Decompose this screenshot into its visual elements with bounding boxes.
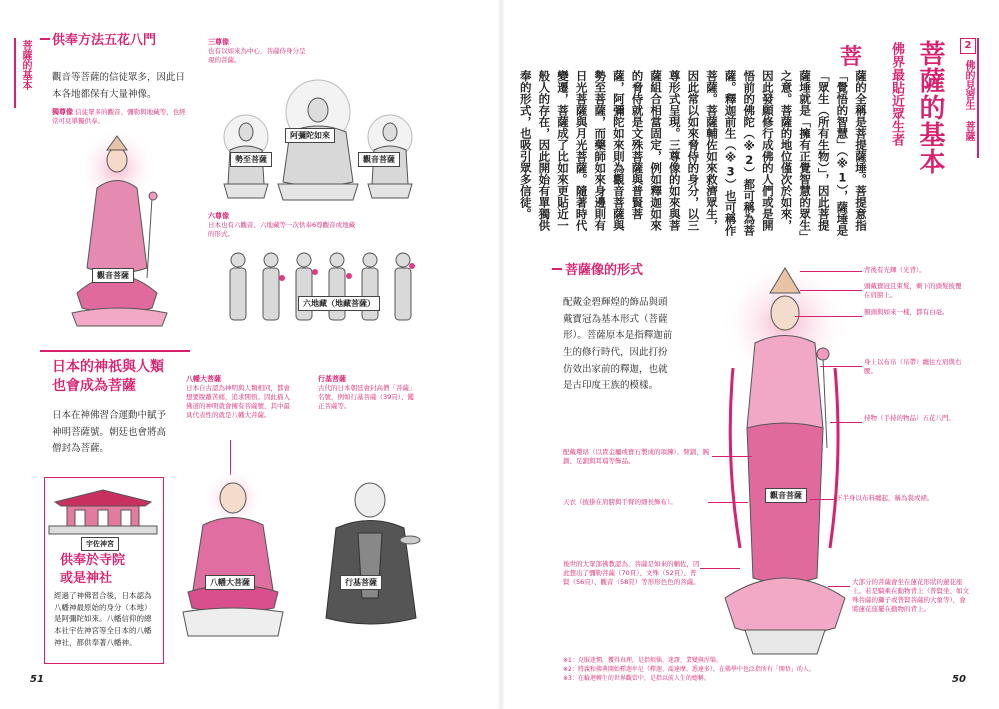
left-side-bar	[14, 38, 16, 108]
ann-forehead: 額頭與如來一樣，都有白毫。	[864, 308, 949, 316]
footnote-3: ※3：在輪迴轉生的世界觀當中，是指以前人生的總稱。	[563, 675, 710, 682]
triad-label: 三尊像	[208, 38, 229, 46]
solo-kannon-figure	[62, 128, 182, 328]
six-jizo-figure	[222, 248, 422, 328]
gyoki-caption-text: 古代的日本朝廷會封高僧「菩薩」名號，例如行基菩薩（39頁）、鑑正菩薩等。	[318, 384, 416, 410]
left-side-title: 菩薩的基本	[20, 40, 31, 90]
left-page-number: 51	[30, 674, 44, 685]
ann-hold-line	[830, 422, 862, 423]
shrine-figure	[45, 482, 161, 538]
hachiman-caption	[186, 375, 296, 420]
drop-cap: 菩	[840, 45, 863, 70]
triad-caption	[208, 38, 308, 65]
section2-title	[52, 358, 164, 396]
shrine-caption: 宇佐神宮	[81, 537, 119, 551]
hachiman-caption-label: 八幡大菩薩	[186, 375, 221, 383]
hachiman-caption-text: 日本自古認為神明與人類相同，都會想要脫離苦痛，追求開悟。因此描入佛道的神明就會擁有菩薩號，其中最具代表性的就是八幡大菩薩。	[186, 384, 290, 419]
right-side-bar	[977, 38, 979, 158]
triad-kannon-label: 觀音菩薩	[358, 152, 400, 167]
gyoki-caption-label: 行基菩薩	[318, 375, 346, 383]
six-label: 六尊像	[208, 212, 229, 220]
section2-title-line2: 也會成為菩薩	[52, 377, 136, 394]
main-title: 菩薩的基本	[915, 40, 945, 175]
amida-label: 阿彌陀如來	[285, 128, 335, 143]
gyoki-caption	[318, 375, 418, 411]
ann-crown-line	[800, 290, 862, 291]
ann-jewel-line	[712, 456, 752, 457]
solo-kannon-label: 觀音菩薩	[92, 268, 134, 283]
form-section-marker	[552, 268, 562, 270]
ann-tenne-line	[708, 502, 748, 503]
shrine-title-line1: 供奉於寺院	[60, 553, 126, 568]
section2-rule	[40, 350, 190, 352]
ann-hold: 持物（手持的物品）五花八門。	[864, 414, 955, 422]
section2-body: 日本在神佛習合運動中賦予神明菩薩號。朝廷也會將高僧封為菩薩。	[52, 410, 167, 455]
hachiman-figure	[178, 470, 288, 640]
form-body: 配戴金碧輝煌的飾品與頭戴寶冠為基本形式（菩薩形）。菩薩原本是指釋迦前生的修行時代，因此打扮仿效出家前的釋迦，也就是古印度王族的模樣。	[563, 297, 673, 392]
kannon-main-figure	[695, 258, 865, 658]
solo-label: 獨尊像	[52, 108, 73, 116]
ann-forehead-line	[795, 316, 862, 317]
ann-tenne: 天衣（披掛在肩膀與手臂的細長飾布）。	[563, 498, 677, 506]
kannon-main-label: 觀音菩薩	[765, 488, 807, 503]
shrine-title-line2: 或是神社	[60, 570, 113, 586]
ann-lotus: 大部分的菩薩會坐在蓮花形狀的蓮花座上。若是騎乘在動物背上（普賢坐、如文殊菩薩的獅子或普賢菩薩的大象等），會將蓮花座擺在動物的背上。	[852, 578, 969, 614]
gyoki-fig-label: 行基菩薩	[340, 575, 382, 590]
seishi-label: 勢至菩薩	[230, 152, 272, 167]
form-title: 菩薩像的形式	[565, 263, 644, 278]
solo-caption	[52, 108, 187, 126]
solo-text: 信徒眾多的觀音、彌勒與地藏等，也經常可見單獨供奉。	[52, 108, 186, 126]
section2-title-line1: 日本的神祇與人類	[52, 359, 164, 375]
hachiman-fig-label: 八幡大菩薩	[205, 575, 255, 590]
footnotes	[563, 656, 943, 683]
triad-text: 也有以如來為中心，菩薩侍身分呈現的菩薩。	[208, 47, 306, 65]
ann-cloth-line	[820, 366, 862, 367]
ann-lotus-line	[828, 586, 850, 587]
chapter-number: 2	[960, 38, 976, 54]
ann-skirt: 下半身以布料纏起，稱為裳或裙。	[836, 494, 934, 502]
six-caption	[208, 212, 358, 239]
right-side-title: 佛的見習生 菩薩	[963, 60, 974, 141]
section1-body: 觀音等菩薩的信徒眾多，因此日本各地都保有大量神像。	[52, 72, 186, 100]
six-text: 日本也有六觀音、六地藏等一次供奉6尊觀音或地藏的形式。	[208, 221, 356, 239]
ann-jewel: 配戴瓔珞（以貴金屬或寶石製成的項鍊）、臂釧、腕釧、足釧與耳璫等飾品。	[563, 448, 710, 466]
ann-halo: 背後有光輝（光背）。	[864, 266, 926, 274]
shrine-body: 經過了神佛習合後，日本認為八幡神最原始的身分（本地）是阿彌陀如來。八幡信仰的總本社宇佐神宮等全日本的八幡神社，都供奉著八幡神。	[54, 591, 152, 647]
footnote-1: ※1：克服迷惘，獲得真理，是指煩惱、迷謬、業變與涅槃。	[563, 657, 722, 664]
ann-cloth: 身上以布帛（帛帶）纏住左肩與右腰。	[864, 358, 962, 376]
right-body: 薩的全稱是菩提薩埵。菩提意指「覺悟的智慧」（※1），薩埵是「眾生（所有生物）」，因此菩提薩埵就是「擁有正覺智慧的眾生」之意。菩薩的地位僅次於如來，因此發願修行成佛的人們或是開悟前的佛陀（※2）都可稱為菩薩。釋迦前生（※3）也可稱作菩薩。菩薩輔佐如來救濟眾生，因此常以如來脅侍的身分，以三尊形式呈現。三尊像的如來與菩薩組合相當固定，例如釋迦如來的脅侍就是文殊菩薩與普賢菩薩，阿彌陀如來則為觀音菩薩與勢至菩薩，而藥師如來身邊則有日光菩薩與月光菩薩。隨著時代變遷，菩薩成了比如來更貼近一般人的存在，因此開始有單獨供奉的形式，也吸引眾多信徒。	[518, 70, 868, 237]
sub-title: 佛界最貼近眾生者	[889, 42, 904, 146]
six-jizo-label: 六地藏（地藏菩薩）	[298, 296, 380, 311]
ann-later-line	[700, 568, 740, 569]
right-page-number: 50	[952, 674, 966, 685]
ann-crown: 頭戴寶冠且束髮，剩下的頭髮披覆在肩膀上。	[864, 282, 962, 300]
ann-later: 後世的大眾部佛教認為，菩薩是如來的輔佐，因此想出了彌勒菩薩（70頁）、文殊（52頁）、普賢（56頁）、觀音（58頁）等形形色色的菩薩。	[563, 560, 700, 587]
gyoki-figure	[318, 478, 428, 638]
ann-skirt-line	[810, 499, 834, 500]
ann-halo-line	[800, 271, 862, 272]
shrine-title	[60, 552, 125, 587]
section1-title: 供奉方法五花八門	[52, 33, 157, 48]
spine	[497, 0, 505, 709]
footnote-2: ※2：將義和佛典開始釋迦牟尼（釋迦、喬達摩、悉達多），在佛學中也泛指所有「開悟」的人。	[563, 666, 815, 673]
section-marker	[40, 38, 50, 40]
